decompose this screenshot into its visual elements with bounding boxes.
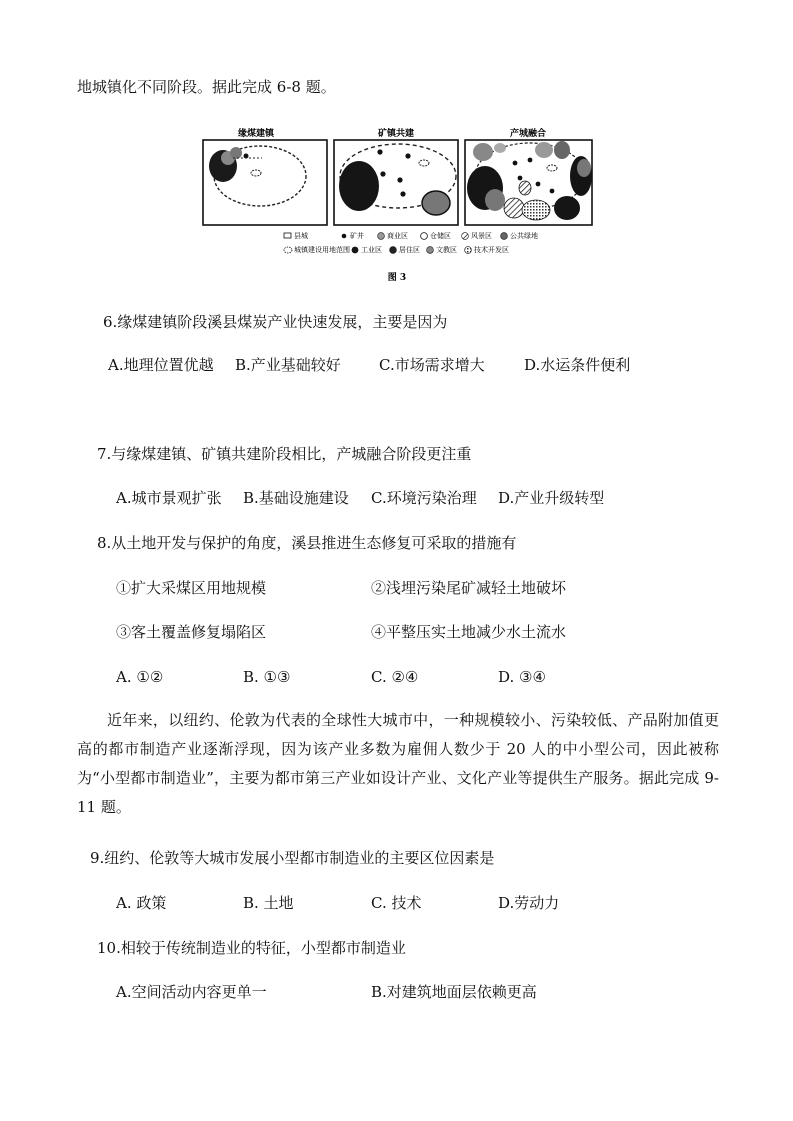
q6-option-c[interactable]: C.市场需求增大 (379, 356, 485, 374)
legend-county: 县城 (294, 232, 308, 240)
q6-stem: 6.缘煤建镇阶段溪县煤炭产业快速发展，主要是因为 (103, 313, 448, 331)
q7-option-a[interactable]: A.城市景观扩张 (116, 489, 222, 507)
legend-row-1 (284, 231, 538, 240)
legend-residential: 居住区 (399, 246, 420, 254)
q8-statement-3: ③客土覆盖修复塌陷区 (116, 623, 267, 641)
q9-stem: 9.纽约、伦敦等大城市发展小型都市制造业的主要区位因素是 (90, 849, 495, 867)
q10-option-b[interactable]: B.对建筑地面层依赖更高 (371, 983, 537, 1001)
q8-option-a[interactable]: A. ①② (116, 668, 164, 686)
q8-stem: 8.从土地开发与保护的角度，溪县推进生态修复可采取的措施有 (97, 534, 517, 552)
q9-option-d[interactable]: D.劳动力 (498, 894, 560, 912)
q10-option-a[interactable]: A.空间活动内容更单一 (116, 983, 267, 1001)
panel-3-map (465, 140, 592, 225)
panel-2-map (334, 140, 458, 225)
intro-line: 地城镇化不同阶段。据此完成 6-8 题。 (77, 78, 336, 96)
q8-option-c[interactable]: C. ②④ (371, 668, 419, 686)
q9-option-b[interactable]: B. 土地 (243, 894, 294, 912)
q7-option-d[interactable]: D.产业升级转型 (498, 489, 605, 507)
q8-statement-4: ④平整压实土地减少水土流水 (371, 623, 567, 641)
panel-title-3: 产城融合 (509, 129, 547, 139)
legend-education: 文教区 (436, 246, 457, 254)
legend-storage: 仓储区 (430, 232, 451, 240)
legend-commercial: 商业区 (387, 232, 408, 240)
q7-stem: 7.与缘煤建镇、矿镇共建阶段相比，产城融合阶段更注重 (97, 445, 472, 463)
q7-option-c[interactable]: C.环境污染治理 (371, 489, 477, 507)
panel-title-1: 缘煤建镇 (237, 129, 275, 139)
q10-stem: 10.相较于传统制造业的特征，小型都市制造业 (97, 939, 406, 957)
legend-green: 公共绿地 (510, 232, 538, 240)
legend-mine: 矿井 (350, 232, 364, 240)
q7-option-b[interactable]: B.基础设施建设 (243, 489, 349, 507)
q9-option-a[interactable]: A. 政策 (116, 894, 167, 912)
legend-scenic: 风景区 (471, 232, 492, 240)
q9-option-c[interactable]: C. 技术 (371, 894, 422, 912)
q6-option-a[interactable]: A.地理位置优越 (108, 356, 214, 374)
q8-option-b[interactable]: B. ①③ (243, 668, 291, 686)
legend-tech-zone: 技术开发区 (474, 246, 509, 254)
q6-option-b[interactable]: B.产业基础较好 (235, 356, 341, 374)
figure-3-diagram (200, 128, 595, 288)
panel-1-map (203, 140, 327, 225)
legend-row-2 (284, 245, 509, 254)
panel-title-2: 矿镇共建 (377, 129, 415, 139)
q8-option-d[interactable]: D. ③④ (498, 668, 546, 686)
legend-urban-land: 城镇建设用地范围 (294, 246, 350, 254)
legend-industrial: 工业区 (361, 246, 382, 254)
q8-statement-1: ①扩大采煤区用地规模 (116, 579, 267, 597)
q8-statement-2: ②浅埋污染尾矿减轻土地破坏 (371, 579, 567, 597)
q6-option-d[interactable]: D.水运条件便利 (524, 356, 631, 374)
reading-passage: 近年来，以纽约、伦敦为代表的全球性大城市中，一种规模较小、污染较低、产品附加值更高的都市制造产业逐渐浮现，因为该产业多数为雇佣人数少于 20 人的中小型公司，因此被称为“小型都市制造业”，主要为都市第三产业如设计产业、文化产业等提供生产服务。据此完成 9-11 题。 (77, 711, 719, 816)
figure-caption: 图 3 (387, 273, 407, 283)
